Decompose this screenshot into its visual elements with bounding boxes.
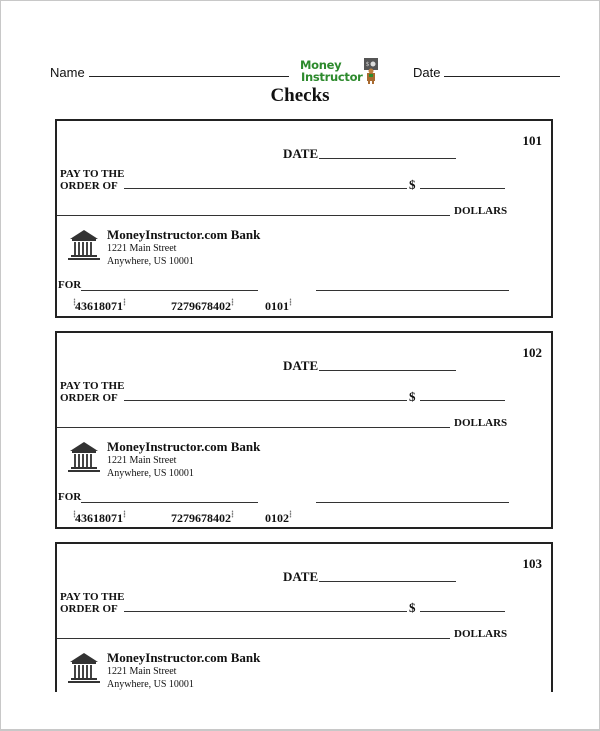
amount-line[interactable] bbox=[420, 400, 505, 401]
bank-address-city: Anywhere, US 10001 bbox=[107, 256, 194, 267]
account-number: 7279678402⁞ bbox=[171, 297, 233, 313]
bank-building-icon bbox=[66, 227, 102, 263]
amount-words-line[interactable] bbox=[57, 638, 450, 639]
svg-text:$: $ bbox=[366, 62, 369, 68]
memo-label: FOR bbox=[58, 279, 82, 291]
check-date-label: DATE bbox=[283, 358, 319, 373]
memo-line[interactable] bbox=[81, 290, 258, 291]
date-field[interactable] bbox=[413, 64, 560, 80]
memo-label: FOR bbox=[58, 491, 82, 503]
routing-number: ⁞43618071⁞ bbox=[73, 509, 125, 525]
pay-to-line1: PAY TO THE bbox=[60, 591, 125, 603]
signature-line[interactable] bbox=[316, 502, 509, 503]
bank-name: MoneyInstructor.com Bank bbox=[107, 439, 261, 454]
check-date-line[interactable] bbox=[319, 370, 456, 371]
page-title: Checks bbox=[270, 85, 330, 106]
money-instructor-logo bbox=[298, 57, 380, 87]
routing-value: 43618071 bbox=[75, 299, 123, 313]
check-code-value: 0101 bbox=[265, 299, 289, 313]
signature-line[interactable] bbox=[316, 290, 509, 291]
check-code: 0101⁞ bbox=[265, 297, 291, 313]
logo-text-line2: Instructor bbox=[301, 70, 363, 84]
check-date-label: DATE bbox=[283, 146, 319, 161]
date-line[interactable] bbox=[444, 64, 560, 77]
logo-text-line1: Money bbox=[300, 58, 342, 72]
amount-words-line[interactable] bbox=[57, 215, 450, 216]
pay-to-line2: ORDER OF bbox=[60, 392, 118, 404]
check-number: 101 bbox=[522, 133, 542, 148]
bank-name: MoneyInstructor.com Bank bbox=[107, 227, 261, 242]
check-date-line[interactable] bbox=[319, 158, 456, 159]
page-clip bbox=[0, 692, 600, 730]
bank-address-street: 1221 Main Street bbox=[107, 455, 177, 466]
name-label: Name bbox=[50, 65, 85, 80]
amount-words-line[interactable] bbox=[57, 427, 450, 428]
date-label: Date bbox=[413, 65, 441, 80]
pay-to-line1: PAY TO THE bbox=[60, 168, 125, 180]
check-102 bbox=[55, 331, 553, 529]
name-field[interactable] bbox=[50, 64, 289, 80]
routing-value: 43618071 bbox=[75, 511, 123, 525]
bank-address-street: 1221 Main Street bbox=[107, 666, 177, 677]
pay-to-line1: PAY TO THE bbox=[60, 380, 125, 392]
pay-to-label bbox=[60, 380, 124, 404]
account-value: 7279678402 bbox=[171, 511, 231, 525]
payee-line[interactable] bbox=[124, 400, 407, 401]
bank-building-icon bbox=[66, 439, 102, 475]
dollars-label: DOLLARS bbox=[454, 417, 508, 429]
memo-line[interactable] bbox=[81, 502, 258, 503]
bank-address-street: 1221 Main Street bbox=[107, 243, 177, 254]
dollars-label: DOLLARS bbox=[454, 205, 508, 217]
check-number: 103 bbox=[522, 556, 542, 571]
pay-to-line2: ORDER OF bbox=[60, 180, 118, 192]
dollar-sign: $ bbox=[409, 389, 416, 404]
dollars-label: DOLLARS bbox=[454, 628, 508, 640]
name-line[interactable] bbox=[89, 64, 289, 77]
account-value: 7279678402 bbox=[171, 299, 231, 313]
bank-address-city: Anywhere, US 10001 bbox=[107, 468, 194, 479]
check-number: 102 bbox=[522, 345, 542, 360]
check-code-value: 0102 bbox=[265, 511, 289, 525]
routing-number: ⁞43618071⁞ bbox=[73, 297, 125, 313]
bank-address-city: Anywhere, US 10001 bbox=[107, 679, 194, 690]
dollar-sign: $ bbox=[409, 177, 416, 192]
check-code: 0102⁞ bbox=[265, 509, 291, 525]
payee-line[interactable] bbox=[124, 188, 407, 189]
check-date-line[interactable] bbox=[319, 581, 456, 582]
check-date-label: DATE bbox=[283, 569, 319, 584]
bank-name: MoneyInstructor.com Bank bbox=[107, 650, 261, 665]
pay-to-label bbox=[60, 168, 124, 192]
pay-to-label bbox=[60, 591, 124, 615]
amount-line[interactable] bbox=[420, 188, 505, 189]
check-101 bbox=[55, 119, 553, 318]
dollar-sign: $ bbox=[409, 600, 416, 615]
account-number: 7279678402⁞ bbox=[171, 509, 233, 525]
check-103 bbox=[55, 542, 553, 704]
teacher-icon bbox=[364, 58, 378, 84]
payee-line[interactable] bbox=[124, 611, 407, 612]
pay-to-line2: ORDER OF bbox=[60, 603, 118, 615]
amount-line[interactable] bbox=[420, 611, 505, 612]
bank-building-icon bbox=[66, 650, 102, 686]
